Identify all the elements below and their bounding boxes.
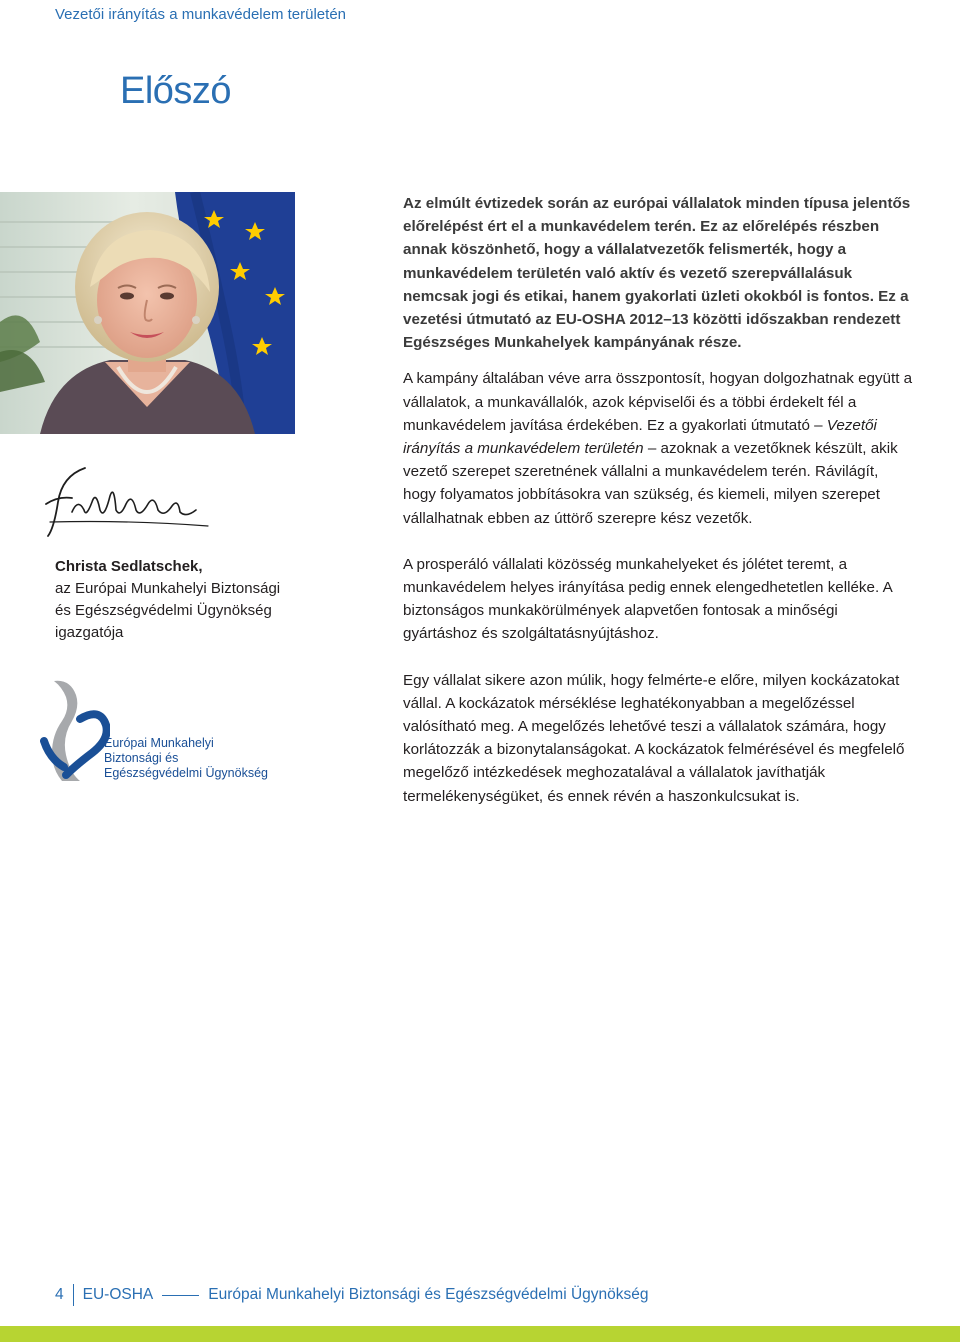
footer-green-bar <box>0 1326 960 1342</box>
caption-name: Christa Sedlatschek, <box>55 558 203 575</box>
caption-line: és Egészségvédelmi Ügynökség <box>55 602 272 619</box>
footer-org-full: Európai Munkahelyi Biztonsági és Egészségvédelmi Ügynökség <box>208 1286 649 1303</box>
body-paragraph-text: – azoknak a vezetőknek készült, akik vezető szerepet szeretnének vállalni a munkavédelem terén. Rávilágít, hogy folyamatos jobbításokra van szükség, és kiemeli, milyen szerepet vállalhatnak ebben az úttörő szerepre kész vezetők. <box>403 440 898 527</box>
eu-osha-logo-icon <box>40 677 110 785</box>
footer <box>55 1284 649 1306</box>
page-title: Előszó <box>120 70 232 112</box>
eu-osha-logo-text <box>104 736 274 781</box>
footer-org-short: EU-OSHA <box>82 1286 154 1303</box>
photo-caption <box>55 556 315 644</box>
body-paragraph <box>403 367 913 529</box>
portrait-photo-illustration <box>0 192 295 434</box>
main-text <box>403 192 913 831</box>
caption-line: igazgatója <box>55 624 124 641</box>
logo-text-line: Biztonsági és <box>104 751 179 765</box>
logo-text-line: Európai Munkahelyi <box>104 736 214 750</box>
footer-dash <box>162 1295 199 1296</box>
eu-osha-logo <box>40 677 110 785</box>
body-paragraph: A prosperáló vállalati közösség munkahelyeket és jólétet teremt, a munkavédelem helyes irányítása pedig ennek elengedhetetlen kelléke. A biztonságos munkakörülmények alapvetően fontosak a minőségi gyártáshoz és szolgáltatásnyújtáshoz. <box>403 555 892 643</box>
signature <box>40 462 215 544</box>
signature-scribble <box>40 462 215 544</box>
footer-separator <box>73 1284 74 1306</box>
body-paragraph-text: A kampány általában véve arra összpontosít, hogyan dolgozhatnak együtt a vállalatok, a munkavállalók, azok képviselői és a többi érdekelt fél a munkavédelem javítása érdekében. Ez a gyakorlati útmutató – <box>403 370 913 434</box>
portrait-photo <box>0 192 295 434</box>
running-head-title: Vezetői irányítás a munkavédelem területén <box>55 6 346 23</box>
guide-title-italic: Vezetői irányítás a munkavédelem területén <box>403 416 877 458</box>
page-number: 4 <box>55 1286 64 1303</box>
lead-paragraph: Az elmúlt évtizedek során az európai vállalatok minden típusa jelentős előrelépést ért el a munkavédelem terén. Ez az előrelépés részben annak köszönhető, hogy a vállalatvezetők felismerték, hogy a munkavédelem területén való aktív és vezető szerepvállalásuk nemcsak jogi és etikai, hanem gyakorlati üzleti okokból is fontos. Ez a vezetési útmutató az EU-OSHA 2012–13 közötti időszakban rendezett Egészséges Munkahelyek kampányának része. <box>403 195 911 352</box>
caption-line: az Európai Munkahelyi Biztonsági <box>55 580 281 597</box>
body-paragraph: Egy vállalat sikere azon múlik, hogy felmérte-e előre, milyen kockázatokat vállal. A kockázatok mérséklése leghatékonyabban a megelőzéssel valósítható meg. A megelőzés lehetővé teszi a vállalatok számára, hogy korlátozzák a bizonytalanságokat. A kockázatok felmérésével és megfelelő megelőző intézkedések meghozatalával a vállalatok javíthatják termelékenységüket, és ennek révén a haszonkulcsukat is. <box>403 671 905 805</box>
logo-text-line: Egészségvédelmi Ügynökség <box>104 766 268 780</box>
